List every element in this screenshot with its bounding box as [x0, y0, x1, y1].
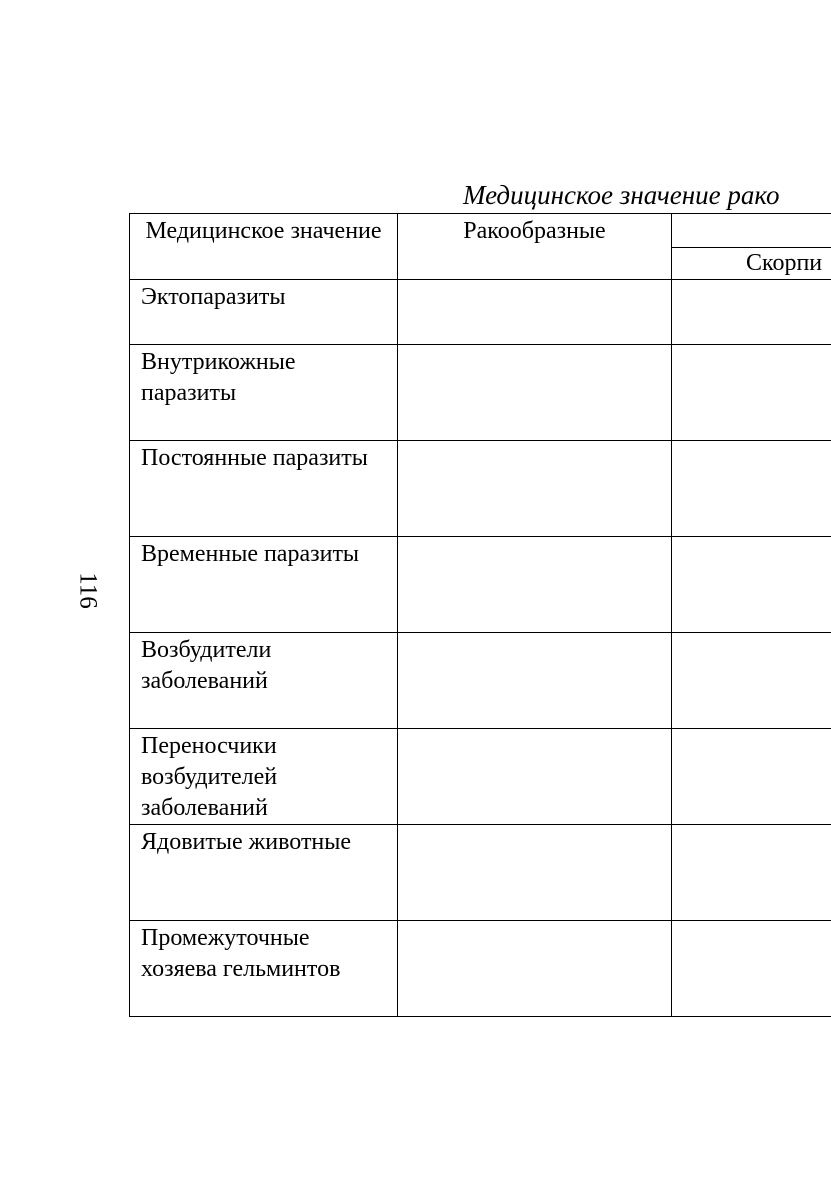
table-row — [130, 825, 831, 921]
table-row — [130, 345, 831, 441]
table-row — [130, 921, 831, 1017]
crustaceans-cell — [398, 280, 672, 345]
row-label: Эктопаразиты — [130, 280, 398, 345]
row-label: Переносчики возбудителей заболеваний — [130, 729, 398, 825]
scorpions-cell — [672, 729, 831, 825]
header-scorpions: Скорпи — [672, 248, 831, 280]
scorpions-cell — [672, 441, 831, 537]
page-number: 116 — [74, 572, 102, 609]
table-row — [130, 537, 831, 633]
table-row — [130, 729, 831, 825]
row-label: Постоянные паразиты — [130, 441, 398, 537]
header-medical-value: Медицинское значение — [130, 214, 398, 280]
row-label: Внутрикожные паразиты — [130, 345, 398, 441]
crustaceans-cell — [398, 921, 672, 1017]
scorpions-cell — [672, 921, 831, 1017]
header-crustaceans: Ракообразные — [398, 214, 672, 280]
crustaceans-cell — [398, 633, 672, 729]
crustaceans-cell — [398, 825, 672, 921]
table-row — [130, 633, 831, 729]
row-label: Временные паразиты — [130, 537, 398, 633]
crustaceans-cell — [398, 345, 672, 441]
row-label: Ядовитые животные — [130, 825, 398, 921]
scorpions-cell — [672, 633, 831, 729]
scorpions-cell — [672, 280, 831, 345]
row-label: Возбудители заболеваний — [130, 633, 398, 729]
crustaceans-cell — [398, 729, 672, 825]
row-label: Промежуточные хозяева гельминтов — [130, 921, 398, 1017]
table-container — [129, 213, 831, 1017]
table-title: Медицинское значение рако — [463, 180, 780, 210]
scorpions-cell — [672, 537, 831, 633]
scorpions-cell — [672, 345, 831, 441]
table-row — [130, 441, 831, 537]
table-header-row — [130, 214, 831, 248]
header-group-cell — [672, 214, 831, 248]
table-row — [130, 280, 831, 345]
scorpions-cell — [672, 825, 831, 921]
crustaceans-cell — [398, 537, 672, 633]
crustaceans-cell — [398, 441, 672, 537]
medical-value-table — [129, 213, 831, 1017]
